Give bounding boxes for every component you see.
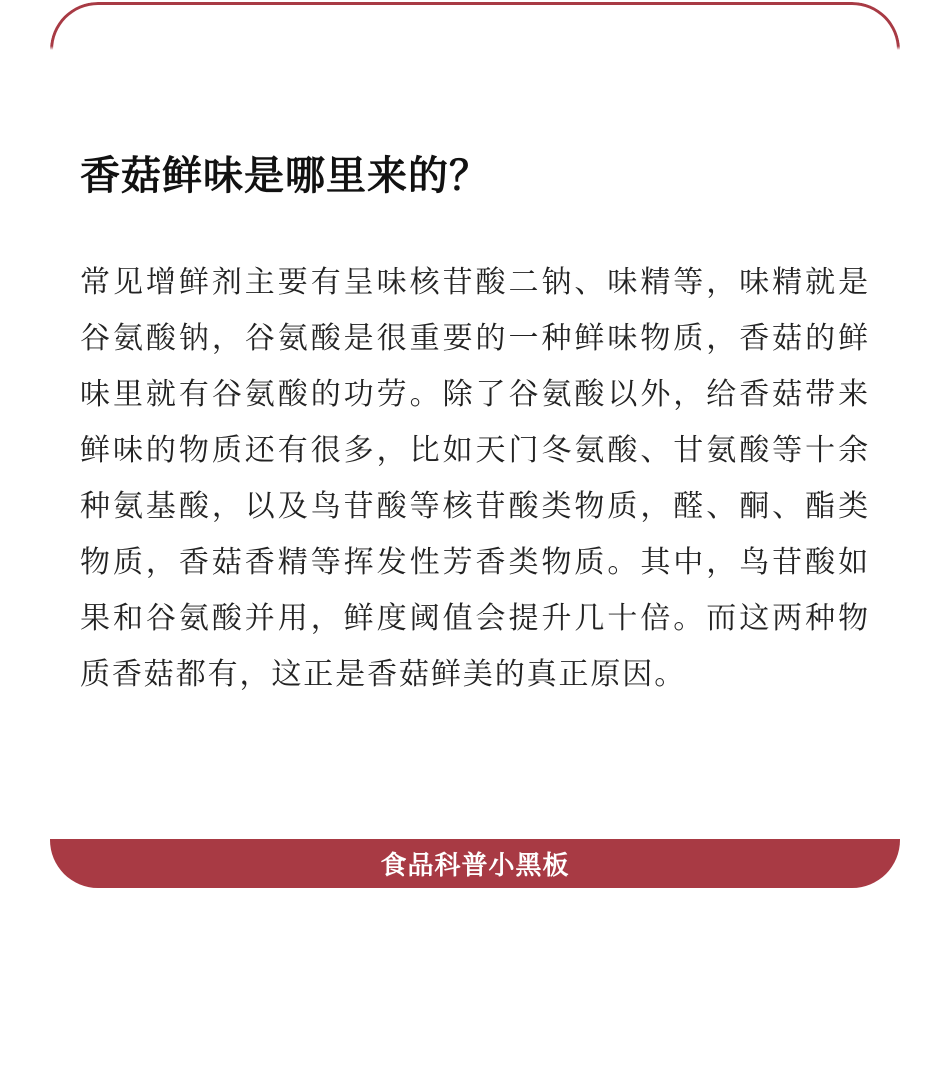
- article-title: 香菇鲜味是哪里来的？: [80, 153, 490, 199]
- footer-label: 食品科普小黑板: [380, 851, 570, 881]
- card-top-border: [50, 2, 900, 142]
- article-body: 常见增鲜剂主要有呈味核苷酸二钠、味精等，味精就是谷氨酸钠，谷氨酸是很重要的一种鲜味物质，香菇的鲜味里就有谷氨酸的功劳。除了谷氨酸以外，给香菇带来鲜味的物质还有很多，比如天门冬氨酸、甘氨酸等十余种氨基酸，以及鸟苷酸等核苷酸类物质，醛、酮、酯类物质，香菇香精等挥发性芳香类物质。其中，鸟苷酸如果和谷氨酸并用，鲜度阈值会提升几十倍。而这两种物质香菇都有，这正是香菇鲜美的真正原因。: [80, 265, 870, 692]
- footer-banner: [50, 839, 900, 888]
